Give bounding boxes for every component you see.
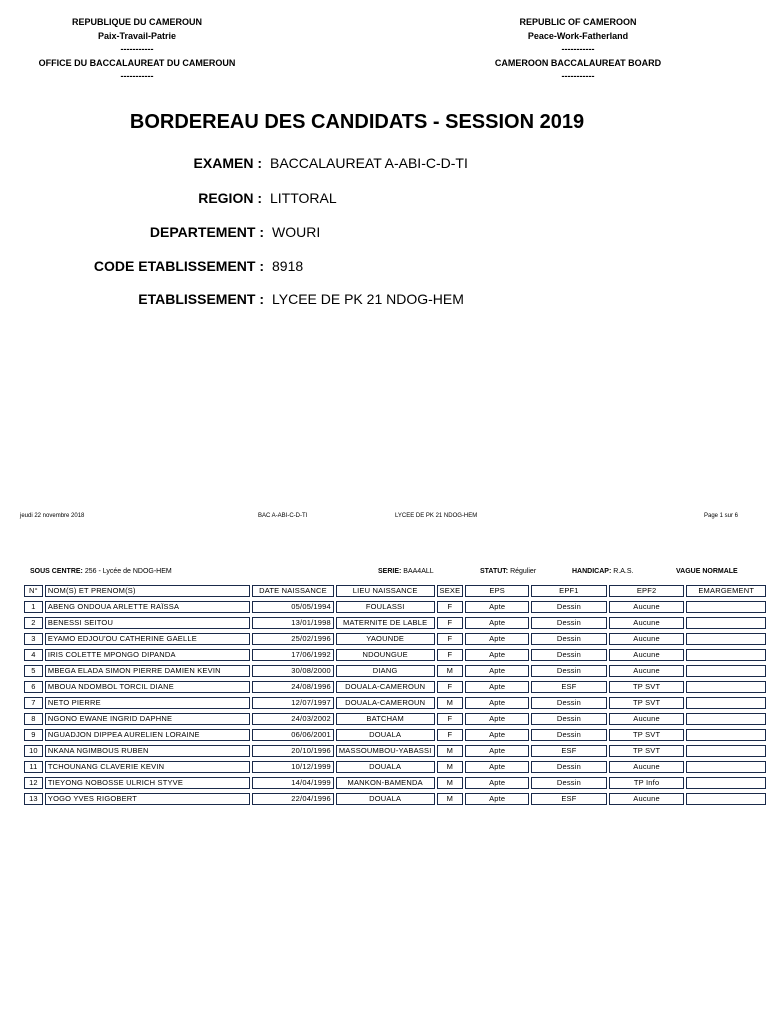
field-departement: [0, 224, 321, 246]
candidate-name: EYAMO EDJOU'OU CATHERINE GAELLE: [45, 633, 250, 645]
epf1: Dessin: [531, 665, 607, 677]
header-cell-epf2: EPF2: [609, 585, 685, 597]
row-number: 5: [24, 665, 43, 677]
region-label: REGION :: [198, 190, 262, 206]
candidates-table-body: [24, 585, 766, 805]
epf2: Aucune: [609, 633, 685, 645]
birth-place: DOUALA-CAMEROUN: [336, 697, 435, 709]
header-cell-eps: EPS: [465, 585, 529, 597]
epf1: Dessin: [531, 777, 607, 789]
document-title: BORDEREAU DES CANDIDATS - SESSION 2019: [129, 111, 585, 133]
birth-date: 14/04/1999: [252, 777, 334, 789]
header-right-separator-2: -----------: [561, 71, 595, 81]
serie-value: BAA4ALL: [403, 568, 434, 575]
epf2: TP SVT: [609, 745, 685, 757]
epf1: Dessin: [531, 713, 607, 725]
candidate-name: YOGO YVES RIGOBERT: [45, 793, 250, 805]
serie-label: SERIE:: [378, 568, 402, 575]
birth-place: DOUALA-CAMEROUN: [336, 681, 435, 693]
emargement-cell: [686, 713, 766, 725]
field-etablissement: [0, 291, 464, 313]
candidate-name: TIEYONG NOBOSSE ULRICH STYVE: [45, 777, 250, 789]
epf2: TP SVT: [609, 697, 685, 709]
etablissement-label: ETABLISSEMENT :: [138, 291, 264, 307]
epf1: Dessin: [531, 601, 607, 613]
meta-handicap: [572, 568, 633, 575]
birth-place: DIANG: [336, 665, 435, 677]
sex: M: [437, 761, 464, 773]
birth-place: DOUALA: [336, 793, 435, 805]
epf1: Dessin: [531, 697, 607, 709]
birth-place: MANKON-BAMENDA: [336, 777, 435, 789]
eps: Apte: [465, 713, 529, 725]
table-row: [24, 713, 766, 725]
meta-sous-centre: [30, 568, 172, 575]
sex: F: [437, 713, 464, 725]
field-examen: [0, 155, 468, 177]
code-etablissement-label: CODE ETABLISSEMENT :: [93, 258, 264, 274]
epf1: ESF: [531, 681, 607, 693]
meta-serie: [378, 568, 434, 575]
emargement-cell: [686, 793, 766, 805]
emargement-cell: [686, 697, 766, 709]
emargement-cell: [686, 649, 766, 661]
header-right-motto: Peace-Work-Fatherland: [527, 30, 629, 41]
eps: Apte: [465, 665, 529, 677]
candidate-name: TCHOUNANG CLAVERIE KEVIN: [45, 761, 250, 773]
epf1: Dessin: [531, 617, 607, 629]
region-value: LITTORAL: [270, 190, 337, 206]
emargement-cell: [686, 633, 766, 645]
header-cell-emargement: EMARGEMENT: [686, 585, 766, 597]
epf2: TP SVT: [609, 681, 685, 693]
epf1: Dessin: [531, 633, 607, 645]
epf2: TP Info: [609, 777, 685, 789]
table-row: [24, 729, 766, 741]
emargement-cell: [686, 745, 766, 757]
birth-place: FOULASSI: [336, 601, 435, 613]
sex: F: [437, 681, 464, 693]
header-right-separator: -----------: [561, 44, 595, 54]
epf1: ESF: [531, 745, 607, 757]
sex: M: [437, 777, 464, 789]
epf1: Dessin: [531, 649, 607, 661]
sex: M: [437, 745, 464, 757]
field-code-etablissement: [0, 258, 304, 280]
epf2: Aucune: [609, 649, 685, 661]
footer-date: jeudi 22 novembre 2018: [20, 513, 85, 519]
birth-date: 13/01/1998: [252, 617, 334, 629]
sex: F: [437, 633, 464, 645]
birth-date: 06/06/2001: [252, 729, 334, 741]
footer-school: LYCEE DE PK 21 NDOG-HEM: [395, 513, 478, 519]
meta-statut: [480, 568, 536, 575]
row-number: 3: [24, 633, 43, 645]
table-row: [24, 761, 766, 773]
row-number: 9: [24, 729, 43, 741]
birth-date: 22/04/1996: [252, 793, 334, 805]
birth-date: 24/08/1996: [252, 681, 334, 693]
table-row: [24, 745, 766, 757]
birth-place: NDOUNGUE: [336, 649, 435, 661]
birth-date: 12/07/1997: [252, 697, 334, 709]
table-row: [24, 665, 766, 677]
eps: Apte: [465, 745, 529, 757]
row-number: 6: [24, 681, 43, 693]
field-region: [0, 190, 337, 212]
header-cell-number: N°: [24, 585, 43, 597]
row-number: 1: [24, 601, 43, 613]
header-left: [7, 16, 267, 84]
epf2: Aucune: [609, 793, 685, 805]
sex: M: [437, 665, 464, 677]
epf2: Aucune: [609, 713, 685, 725]
row-number: 12: [24, 777, 43, 789]
eps: Apte: [465, 729, 529, 741]
table-row: [24, 617, 766, 629]
row-number: 11: [24, 761, 43, 773]
emargement-cell: [686, 729, 766, 741]
row-number: 13: [24, 793, 43, 805]
emargement-cell: [686, 681, 766, 693]
birth-date: 30/08/2000: [252, 665, 334, 677]
candidate-name: ABENG ONDOUA ARLETTE RAÏSSA: [45, 601, 250, 613]
row-number: 7: [24, 697, 43, 709]
statut-label: STATUT:: [480, 568, 509, 575]
candidate-name: IRIS COLETTE MPONGO DIPANDA: [45, 649, 250, 661]
meta-vague: VAGUE NORMALE: [676, 568, 738, 575]
sex: F: [437, 729, 464, 741]
candidate-name: NETO PIERRE: [45, 697, 250, 709]
epf2: Aucune: [609, 601, 685, 613]
statut-value: Régulier: [510, 568, 537, 575]
epf2: Aucune: [609, 761, 685, 773]
header-cell-epf1: EPF1: [531, 585, 607, 597]
table-row: [24, 697, 766, 709]
handicap-label: HANDICAP:: [572, 568, 612, 575]
eps: Apte: [465, 649, 529, 661]
header-left-country: REPUBLIQUE DU CAMEROUN: [71, 17, 202, 27]
header-cell-birth-date: DATE NAISSANCE: [252, 585, 334, 597]
birth-date: 20/10/1996: [252, 745, 334, 757]
eps: Apte: [465, 617, 529, 629]
table-row: [24, 681, 766, 693]
table-row: [24, 633, 766, 645]
footer-exam: BAC A-ABI-C-D-TI: [258, 513, 308, 519]
epf1: Dessin: [531, 761, 607, 773]
header-cell-name: NOM(S) ET PRENOM(S): [45, 585, 250, 597]
birth-place: DOUALA: [336, 729, 435, 741]
epf1: ESF: [531, 793, 607, 805]
eps: Apte: [465, 633, 529, 645]
handicap-value: R.A.S.: [613, 568, 634, 575]
candidates-table: [22, 581, 768, 809]
examen-label: EXAMEN :: [193, 155, 262, 171]
birth-date: 24/03/2002: [252, 713, 334, 725]
sex: F: [437, 617, 464, 629]
epf2: Aucune: [609, 665, 685, 677]
candidate-name: BENESSI SEITOU: [45, 617, 250, 629]
table-row: [24, 777, 766, 789]
emargement-cell: [686, 601, 766, 613]
emargement-cell: [686, 665, 766, 677]
header-cell-birth-place: LIEU NAISSANCE: [336, 585, 435, 597]
epf2: Aucune: [609, 617, 685, 629]
birth-place: DOUALA: [336, 761, 435, 773]
birth-date: 05/05/1994: [252, 601, 334, 613]
sex: M: [437, 697, 464, 709]
eps: Apte: [465, 681, 529, 693]
birth-date: 17/06/1992: [252, 649, 334, 661]
birth-place: MASSOUMBOU-YABASSI: [336, 745, 435, 757]
candidate-name: MBOUA NDOMBOL TORCIL DIANE: [45, 681, 250, 693]
row-number: 8: [24, 713, 43, 725]
table-header-row: [24, 585, 766, 597]
departement-value: WOURI: [272, 224, 321, 240]
eps: Apte: [465, 777, 529, 789]
footer-page-number: Page 1 sur 6: [704, 513, 739, 519]
emargement-cell: [686, 761, 766, 773]
emargement-cell: [686, 777, 766, 789]
candidate-name: NGONO EWANE INGRID DAPHNE: [45, 713, 250, 725]
candidate-name: MBEGA ELADA SIMON PIERRE DAMIEN KEVIN: [45, 665, 250, 677]
birth-place: MATERNITE DE LABLE: [336, 617, 435, 629]
code-etablissement-value: 8918: [272, 258, 304, 274]
candidate-name: NKANA NGIMBOUS RUBEN: [45, 745, 250, 757]
header-left-separator-2: -----------: [120, 71, 154, 81]
header-right-country: REPUBLIC OF CAMEROON: [519, 17, 637, 27]
sex: F: [437, 649, 464, 661]
candidate-name: NGUADJON DIPPEA AURELIEN LORAINE: [45, 729, 250, 741]
birth-date: 25/02/1996: [252, 633, 334, 645]
row-number: 10: [24, 745, 43, 757]
header-left-separator: -----------: [120, 44, 154, 54]
header-cell-sex: SEXE: [437, 585, 464, 597]
birth-date: 10/12/1999: [252, 761, 334, 773]
header-right-board: CAMEROON BACCALAUREAT BOARD: [494, 57, 662, 68]
sous-centre-value: 256 - Lycée de NDOG-HEM: [84, 568, 172, 575]
header-left-motto: Paix-Travail-Patrie: [97, 30, 177, 41]
sex: F: [437, 601, 464, 613]
examen-value: BACCALAUREAT A-ABI-C-D-TI: [270, 155, 468, 171]
eps: Apte: [465, 761, 529, 773]
eps: Apte: [465, 793, 529, 805]
epf2: TP SVT: [609, 729, 685, 741]
birth-place: BATCHAM: [336, 713, 435, 725]
table-row: [24, 793, 766, 805]
row-number: 4: [24, 649, 43, 661]
header-left-office: OFFICE DU BACCALAUREAT DU CAMEROUN: [38, 57, 236, 68]
table-row: [24, 649, 766, 661]
table-row: [24, 601, 766, 613]
emargement-cell: [686, 617, 766, 629]
birth-place: YAOUNDE: [336, 633, 435, 645]
etablissement-value: LYCEE DE PK 21 NDOG-HEM: [272, 291, 464, 307]
departement-label: DEPARTEMENT :: [149, 224, 264, 240]
row-number: 2: [24, 617, 43, 629]
sex: M: [437, 793, 464, 805]
eps: Apte: [465, 601, 529, 613]
eps: Apte: [465, 697, 529, 709]
sous-centre-label: SOUS CENTRE:: [30, 568, 83, 575]
epf1: Dessin: [531, 729, 607, 741]
header-right: [448, 16, 708, 84]
